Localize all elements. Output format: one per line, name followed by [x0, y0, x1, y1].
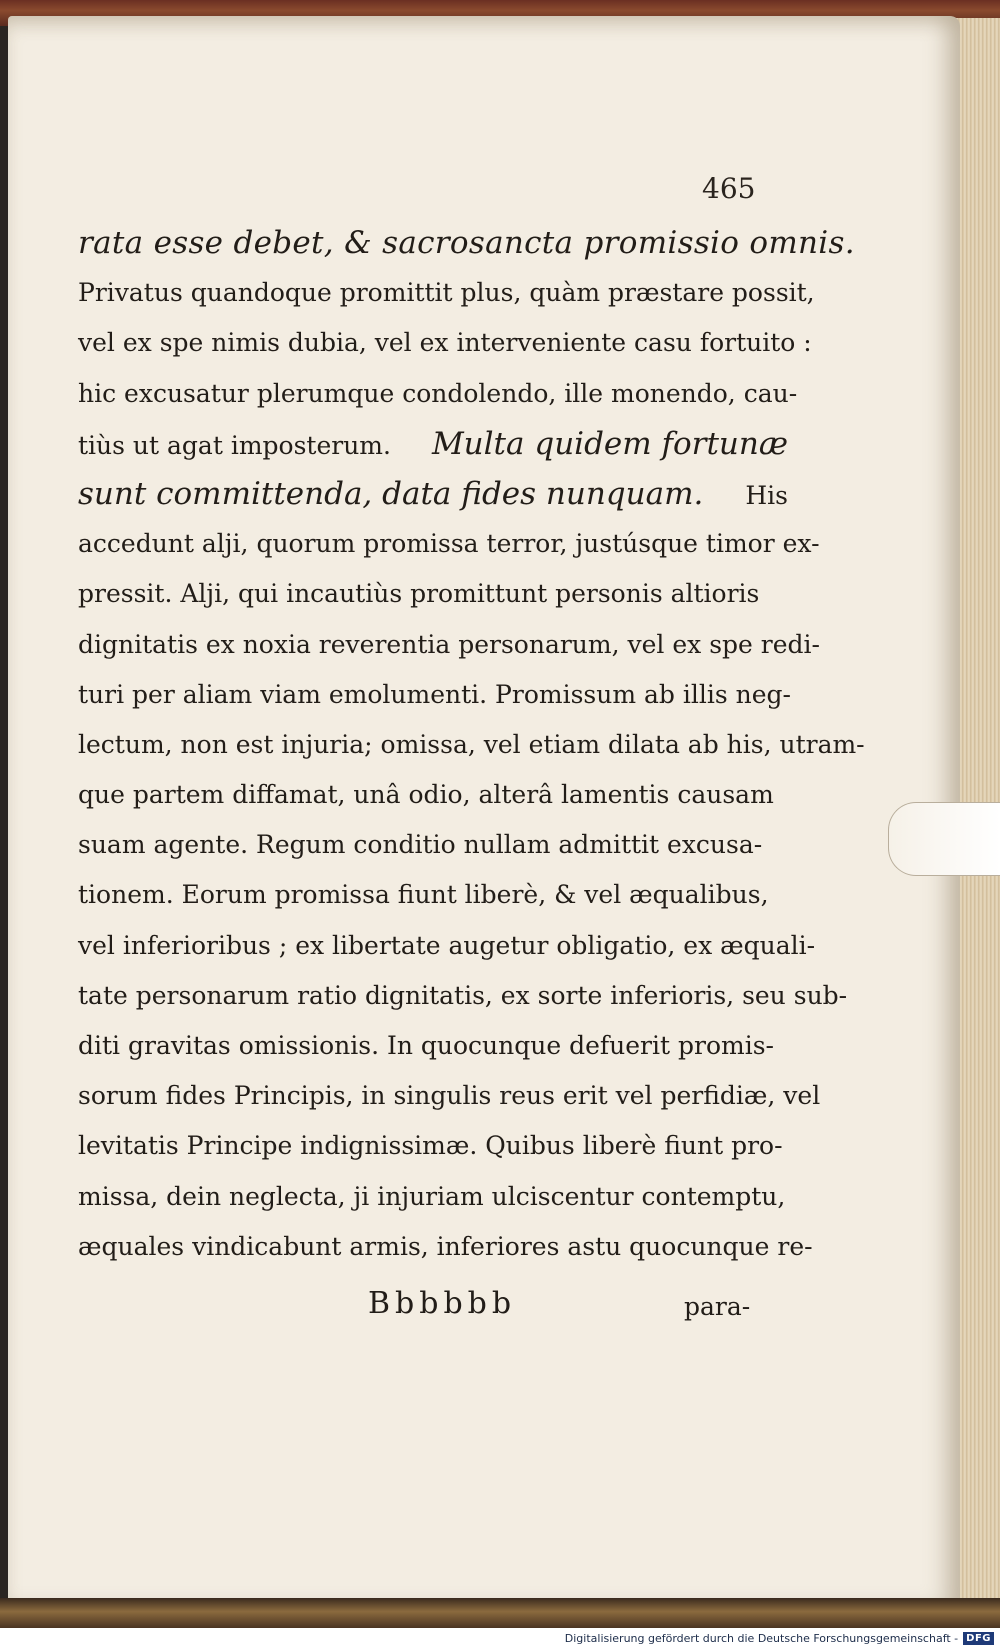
line-text: tionem. Eorum promissa fiunt liberè, & vel æqualibus,	[78, 880, 769, 910]
catchword: para-	[684, 1292, 751, 1321]
text-line	[78, 1222, 813, 1272]
line-text: Privatus quandoque promittit plus, quàm præstare possit,	[78, 278, 815, 308]
page-text	[78, 218, 865, 1272]
line-text: que partem diffamat, unâ odio, alterâ lamentis causam	[78, 780, 774, 810]
text-line	[78, 469, 788, 519]
text-line	[78, 720, 865, 770]
text-line	[78, 1172, 788, 1222]
digitization-credit-bar	[0, 1628, 1000, 1649]
text-line	[78, 620, 820, 670]
text-line	[78, 519, 820, 569]
text-line	[78, 770, 788, 820]
text-line	[78, 569, 788, 619]
text-line	[78, 921, 816, 971]
line-text: lectum, non est injuria; omissa, vel etiam dilata ab his, utram-	[78, 729, 865, 759]
bookmark-tab	[888, 802, 1000, 876]
text-line	[78, 820, 788, 870]
dfg-logo[interactable]: DFG	[963, 1632, 994, 1645]
line-text: suam agente. Regum conditio nullam admittit excusa-	[78, 830, 763, 860]
line-text: dignitatis ex noxia reverentia personarum, vel ex spe redi-	[78, 629, 820, 659]
line-text: missa, dein neglecta, ji injuriam ulciscentur contemptu,	[78, 1181, 786, 1211]
line-text: turi per aliam viam emolumenti. Promissum ab illis neg-	[78, 679, 791, 709]
line-text: vel inferioribus ; ex libertate augetur obligatio, ex æquali-	[78, 930, 816, 960]
digitization-credit-text: Digitalisierung gefördert durch die Deutsche Forschungsgemeinschaft -	[564, 1632, 959, 1645]
line-text-italic: Multa quidem fortunæ	[431, 425, 788, 462]
line-text: diti gravitas omissionis. In quocunque defuerit promis-	[78, 1031, 774, 1060]
text-line	[78, 419, 788, 469]
line-text: hic excusatur plerumque condolendo, ille monendo, cau-	[78, 378, 798, 408]
line-text: pressit. Alji, qui incautiùs promittunt personis altioris	[78, 579, 760, 609]
text-line	[78, 218, 855, 268]
line-text-regular: tiùs ut agat imposterum.	[78, 430, 391, 460]
line-text-italic: sunt committenda, data fides nunquam.	[78, 475, 704, 512]
page-number: 465	[702, 172, 756, 205]
text-line	[78, 318, 812, 368]
signature-mark: Bbbbbb	[368, 1286, 517, 1321]
line-text: accedunt alji, quorum promissa terror, justúsque timor ex-	[78, 529, 820, 559]
book-cover-bottom-edge	[0, 1598, 1000, 1628]
line-text: rata esse debet, & sacrosancta promissio omnis.	[78, 225, 855, 261]
text-line	[78, 870, 788, 920]
line-text: tate personarum ratio dignitatis, ex sorte inferioris, seu sub-	[78, 980, 848, 1010]
line-text: vel ex spe nimis dubia, vel ex interveniente casu fortuito :	[78, 328, 812, 358]
text-line	[78, 1021, 788, 1071]
line-text: levitatis Principe indignissimæ. Quibus liberè fiunt pro-	[78, 1131, 783, 1161]
line-text: sorum fides Principis, in singulis reus erit vel perfidiæ, vel	[78, 1081, 821, 1111]
line-text: æquales vindicabunt armis, inferiores astu quocunque re-	[78, 1231, 813, 1261]
text-line	[78, 1071, 821, 1121]
text-line	[78, 670, 791, 720]
text-line	[78, 369, 798, 419]
text-line	[78, 268, 815, 318]
text-line	[78, 1121, 788, 1171]
text-line	[78, 971, 848, 1021]
line-text-regular: His	[745, 480, 788, 510]
